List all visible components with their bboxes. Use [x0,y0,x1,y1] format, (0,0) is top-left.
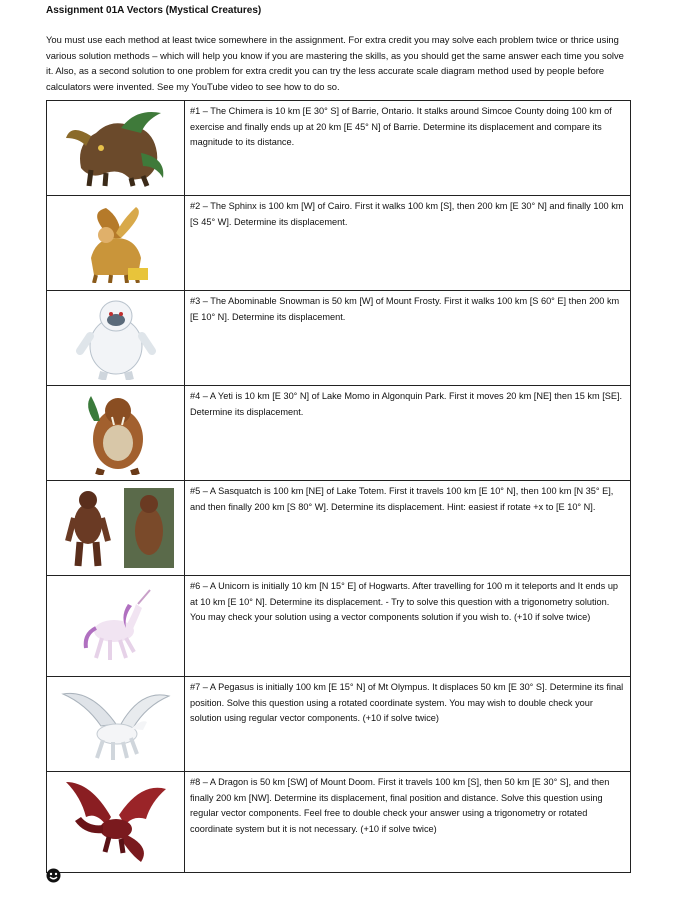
table-row [47,677,631,772]
problem-3-text: #3 – The Abominable Snowman is 50 km [W] of Mount Frosty. First it walks 100 km [S 60° E] then 200 km [E 10° N]. Determine its displacement. [185,291,631,386]
problems-table [46,100,631,873]
unicorn-icon [47,576,184,676]
sphinx-icon [47,196,184,290]
chimera-icon [47,101,184,195]
table-row [47,196,631,291]
problem-4-text: #4 – A Yeti is 10 km [E 30° N] of Lake Momo in Algonquin Park. First it moves 20 km [NE] then 15 km [SE]. Determine its displacement. [185,386,631,481]
table-row [47,101,631,196]
intro-paragraph: You must use each method at least twice somewhere in the assignment. For extra credit you may solve each problem twice or thrice using various solution methods – which will help you know if you are mastering the skills, as you should get the same answer each time you solve it. Also, as a second solution to one problem for extra credit you can try the less accurate scale diagram method used by people before calculators were invented. See my YouTube video to see how to do so. [46,34,624,92]
smiley-icon [46,868,61,883]
table-row [47,772,631,873]
yeti-icon [47,386,184,480]
table-row [47,576,631,677]
problem-1-text: #1 – The Chimera is 10 km [E 30° S] of Barrie, Ontario. It stalks around Simcoe County doing 100 km of exercise and finally ends up at 20 km [E 45° N] of Barrie. Determine its displacement and compare its magnitude to its distance. [185,101,631,196]
snowman-icon [47,291,184,385]
table-row [47,386,631,481]
problem-8-text: #8 – A Dragon is 50 km [SW] of Mount Doom. First it travels 100 km [S], then 50 km [E 30° S], and then finally 200 km [NW]. Determine its displacement, final position and distance. Solve this question using regular vector components. Feel free to double check your answer using a trigonometry or rotated coordinate system but it is not necessary. (+10 if solve twice) [185,772,631,873]
problem-6-text: #6 – A Unicorn is initially 10 km [N 15° E] of Hogwarts. After travelling for 100 m it teleports and It ends up at 10 km [E 10° N]. Determine its displacement. - Try to solve this question with a trigonometry solution. You may check your solution using a vector components solution if you wish to. (+10 if solve twice) [185,576,631,677]
sasquatch-icon [47,481,184,575]
problem-7-text: #7 – A Pegasus is initially 100 km [E 15° N] of Mt Olympus. It displaces 50 km [E 30° S]. Determine its final position. Solve this question using a rotated coordinate system. You may wish to double check your solution using regular vector components. (+10 if solve twice) [185,677,631,772]
page-title: Assignment 01A Vectors (Mystical Creatures) [46,5,262,16]
dragon-icon [47,772,184,872]
table-row [47,481,631,576]
problem-5-text: #5 – A Sasquatch is 100 km [NE] of Lake Totem. First it travels 100 km [E 10° N], then 100 km [N 35° E], and then finally 200 km [S 80° W]. Determine its displacement. Hint: easiest if rotate +x to [E 10° N]. [185,481,631,576]
table-row [47,291,631,386]
pegasus-icon [47,677,184,771]
problem-2-text: #2 – The Sphinx is 100 km [W] of Cairo. First it walks 100 km [S], then 200 km [E 30° N] and finally 100 km [S 45° W]. Determine its displacement. [185,196,631,291]
